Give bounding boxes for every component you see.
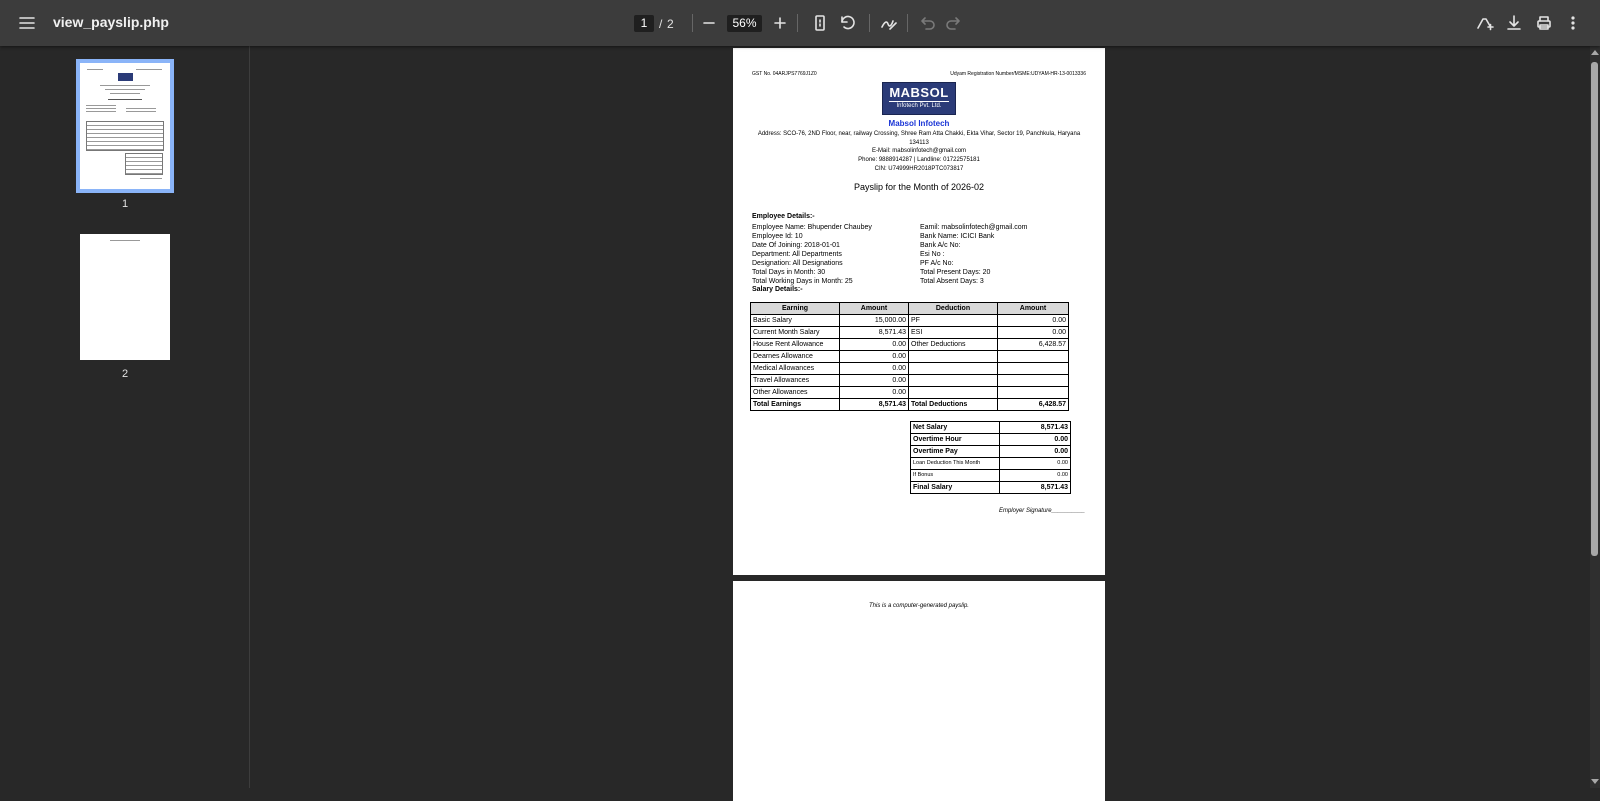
net-salary-table bbox=[910, 421, 1071, 494]
detail-line: Bank Name: ICICI Bank bbox=[920, 233, 995, 240]
vertical-scrollbar[interactable] bbox=[1590, 46, 1600, 788]
divider bbox=[797, 14, 798, 32]
cell: 0.00 bbox=[998, 327, 1069, 339]
cell: House Rent Allowance bbox=[751, 339, 840, 351]
table-row bbox=[751, 363, 1069, 375]
cell: 8,571.43 bbox=[840, 327, 909, 339]
salary-table bbox=[750, 302, 1069, 411]
cell: 0.00 bbox=[998, 315, 1069, 327]
detail-line: Bank A/c No: bbox=[920, 242, 961, 249]
cell: Other Deductions bbox=[909, 339, 998, 351]
thumb-line bbox=[86, 111, 116, 112]
udyam-number: Udyam Registration Number/MSME:UDYAM-HR-13-0013336 bbox=[950, 71, 1086, 77]
table-row bbox=[751, 351, 1069, 363]
cell: Travel Allowances bbox=[751, 375, 840, 387]
scroll-down-icon[interactable] bbox=[1591, 779, 1599, 784]
save-to-drive-icon[interactable] bbox=[1472, 11, 1496, 35]
cell: 0.00 bbox=[840, 375, 909, 387]
thumb-line bbox=[126, 111, 156, 112]
cell: Current Month Salary bbox=[751, 327, 840, 339]
page-total: 2 bbox=[667, 17, 674, 31]
document-viewer bbox=[250, 46, 1590, 788]
payslip-title: Payslip for the Month of 2026-02 bbox=[853, 182, 985, 192]
table-row bbox=[911, 446, 1071, 458]
company-cin: CIN: U74999HR2018PTC073817 bbox=[874, 166, 964, 172]
table-row bbox=[911, 422, 1071, 434]
table-row bbox=[751, 315, 1069, 327]
detail-line: Esi No : bbox=[920, 251, 945, 258]
cell: Total Deductions bbox=[909, 399, 998, 411]
detail-line: Eamil: mabsolinfotech@gmail.com bbox=[920, 224, 1028, 231]
cell bbox=[998, 363, 1069, 375]
cell: If Bonus bbox=[911, 470, 1000, 482]
col-deduction: Deduction bbox=[909, 303, 998, 315]
cell bbox=[909, 363, 998, 375]
pdf-page-2 bbox=[733, 581, 1105, 801]
table-row bbox=[911, 458, 1071, 470]
col-amount: Amount bbox=[840, 303, 909, 315]
cell: 0.00 bbox=[840, 387, 909, 399]
download-icon[interactable] bbox=[1502, 11, 1526, 35]
totals-row bbox=[751, 399, 1069, 411]
detail-line: Employee Name: Bhupender Chaubey bbox=[752, 224, 872, 231]
company-name: Mabsol Infotech bbox=[888, 119, 950, 128]
detail-line: Total Absent Days: 3 bbox=[920, 278, 984, 285]
thumb-line bbox=[140, 178, 162, 179]
logo-subtext: Infotech Pvt. Ltd. bbox=[889, 101, 949, 110]
cell: Overtime Pay bbox=[911, 446, 1000, 458]
detail-line: Total Working Days in Month: 25 bbox=[752, 278, 853, 285]
cell: Dearnes Allowance bbox=[751, 351, 840, 363]
page-thumbnail-2[interactable] bbox=[80, 234, 170, 360]
divider bbox=[869, 14, 870, 32]
pdf-page-1 bbox=[733, 48, 1105, 575]
thumbnail-sidebar bbox=[0, 46, 250, 788]
cell: Final Salary bbox=[911, 482, 1000, 494]
detail-line: Date Of Joining: 2018-01-01 bbox=[752, 242, 840, 249]
salary-details-heading: Salary Details:- bbox=[752, 286, 803, 293]
company-address: Address: SCO-76, 2ND Floor, near, railway Crossing, Shree Ram Atta Chakki, Ekta Vihar, Sector 19, Panchkula, Haryana 134113 bbox=[757, 131, 1081, 146]
thumb-table bbox=[86, 121, 164, 151]
zoom-in-icon[interactable] bbox=[768, 11, 792, 35]
cell: 6,428.57 bbox=[998, 399, 1069, 411]
cell: Other Allowances bbox=[751, 387, 840, 399]
company-phone: Phone: 9888914287 | Landline: 01722575181 bbox=[858, 157, 980, 163]
divider bbox=[692, 14, 693, 32]
thumb-line bbox=[87, 69, 103, 70]
cell bbox=[909, 375, 998, 387]
detail-line: PF A/c No: bbox=[920, 260, 954, 267]
table-header-row bbox=[751, 303, 1069, 315]
table-row bbox=[751, 375, 1069, 387]
pdf-toolbar bbox=[0, 0, 1600, 46]
page-separator: / bbox=[659, 17, 663, 31]
cell: ESI bbox=[909, 327, 998, 339]
document-title: view_payslip.php bbox=[53, 14, 169, 30]
annotate-icon[interactable] bbox=[877, 11, 901, 35]
thumb-line bbox=[105, 89, 145, 90]
cell bbox=[998, 375, 1069, 387]
page-number-input[interactable]: 1 bbox=[634, 15, 654, 32]
employer-signature: Employer Signature__________ bbox=[998, 508, 1085, 514]
thumb-line bbox=[110, 93, 140, 94]
page-thumbnail-1[interactable] bbox=[80, 63, 170, 189]
cell: 8,571.43 bbox=[840, 399, 909, 411]
cell: Overtime Hour bbox=[911, 434, 1000, 446]
rotate-icon[interactable] bbox=[835, 11, 859, 35]
employee-details-right bbox=[920, 223, 1027, 286]
fit-page-icon[interactable] bbox=[808, 11, 832, 35]
thumb-logo bbox=[118, 73, 133, 81]
cell: 0.00 bbox=[1000, 470, 1071, 482]
table-row bbox=[911, 482, 1071, 494]
table-row bbox=[751, 387, 1069, 399]
thumbnail-label: 1 bbox=[121, 198, 129, 210]
zoom-out-icon[interactable] bbox=[697, 11, 721, 35]
undo-icon[interactable] bbox=[915, 11, 939, 35]
cell: 0.00 bbox=[840, 351, 909, 363]
detail-line: Total Days in Month: 30 bbox=[752, 269, 826, 276]
thumb-line bbox=[126, 108, 156, 109]
redo-icon[interactable] bbox=[942, 11, 966, 35]
cell: Medical Allowances bbox=[751, 363, 840, 375]
cell: 0.00 bbox=[1000, 434, 1071, 446]
thumb-table bbox=[125, 153, 163, 175]
col-amount: Amount bbox=[998, 303, 1069, 315]
more-options-icon[interactable] bbox=[1561, 11, 1585, 35]
cell bbox=[998, 387, 1069, 399]
detail-line: Employee Id: 10 bbox=[752, 233, 803, 240]
thumb-line bbox=[86, 105, 116, 106]
cell: 0.00 bbox=[1000, 446, 1071, 458]
thumb-line bbox=[86, 108, 116, 109]
thumb-line bbox=[100, 85, 150, 86]
cell: PF bbox=[909, 315, 998, 327]
company-email: E-Mail: mabsolinfotech@gmail.com bbox=[871, 148, 967, 154]
cell: 0.00 bbox=[840, 339, 909, 351]
scrollbar-thumb[interactable] bbox=[1591, 62, 1598, 556]
employee-details-heading: Employee Details:- bbox=[752, 213, 815, 220]
cell bbox=[909, 351, 998, 363]
cell: 8,571.43 bbox=[1000, 422, 1071, 434]
col-earning: Earning bbox=[751, 303, 840, 315]
menu-icon[interactable] bbox=[15, 11, 39, 35]
table-row bbox=[751, 327, 1069, 339]
cell: Net Salary bbox=[911, 422, 1000, 434]
thumb-line bbox=[110, 240, 140, 241]
table-row bbox=[911, 470, 1071, 482]
detail-line: Department: All Departments bbox=[752, 251, 842, 258]
cell: Total Earnings bbox=[751, 399, 840, 411]
print-icon[interactable] bbox=[1532, 11, 1556, 35]
logo-text: MABSOL bbox=[889, 85, 949, 100]
detail-line: Total Present Days: 20 bbox=[920, 269, 991, 276]
zoom-input[interactable]: 56% bbox=[727, 15, 762, 32]
cell: 6,428.57 bbox=[998, 339, 1069, 351]
table-row bbox=[911, 434, 1071, 446]
cell: Basic Salary bbox=[751, 315, 840, 327]
cell bbox=[909, 387, 998, 399]
cell: 0.00 bbox=[840, 363, 909, 375]
cell: Loan Deduction This Month bbox=[911, 458, 1000, 470]
divider bbox=[907, 14, 908, 32]
employee-details-left bbox=[752, 223, 872, 286]
computer-generated-note: This is a computer-generated payslip. bbox=[869, 603, 969, 609]
detail-line: Designation: All Designations bbox=[752, 260, 843, 267]
table-row bbox=[751, 339, 1069, 351]
thumb-line bbox=[108, 99, 142, 100]
cell: 0.00 bbox=[1000, 458, 1071, 470]
scroll-up-icon[interactable] bbox=[1591, 50, 1599, 55]
gst-number: GST No. 04ARJPS7769J1Z0 bbox=[752, 71, 817, 77]
cell bbox=[998, 351, 1069, 363]
thumb-line bbox=[136, 69, 162, 70]
thumbnail-label: 2 bbox=[121, 368, 129, 380]
cell: 15,000.00 bbox=[840, 315, 909, 327]
company-logo bbox=[882, 82, 956, 115]
cell: 8,571.43 bbox=[1000, 482, 1071, 494]
